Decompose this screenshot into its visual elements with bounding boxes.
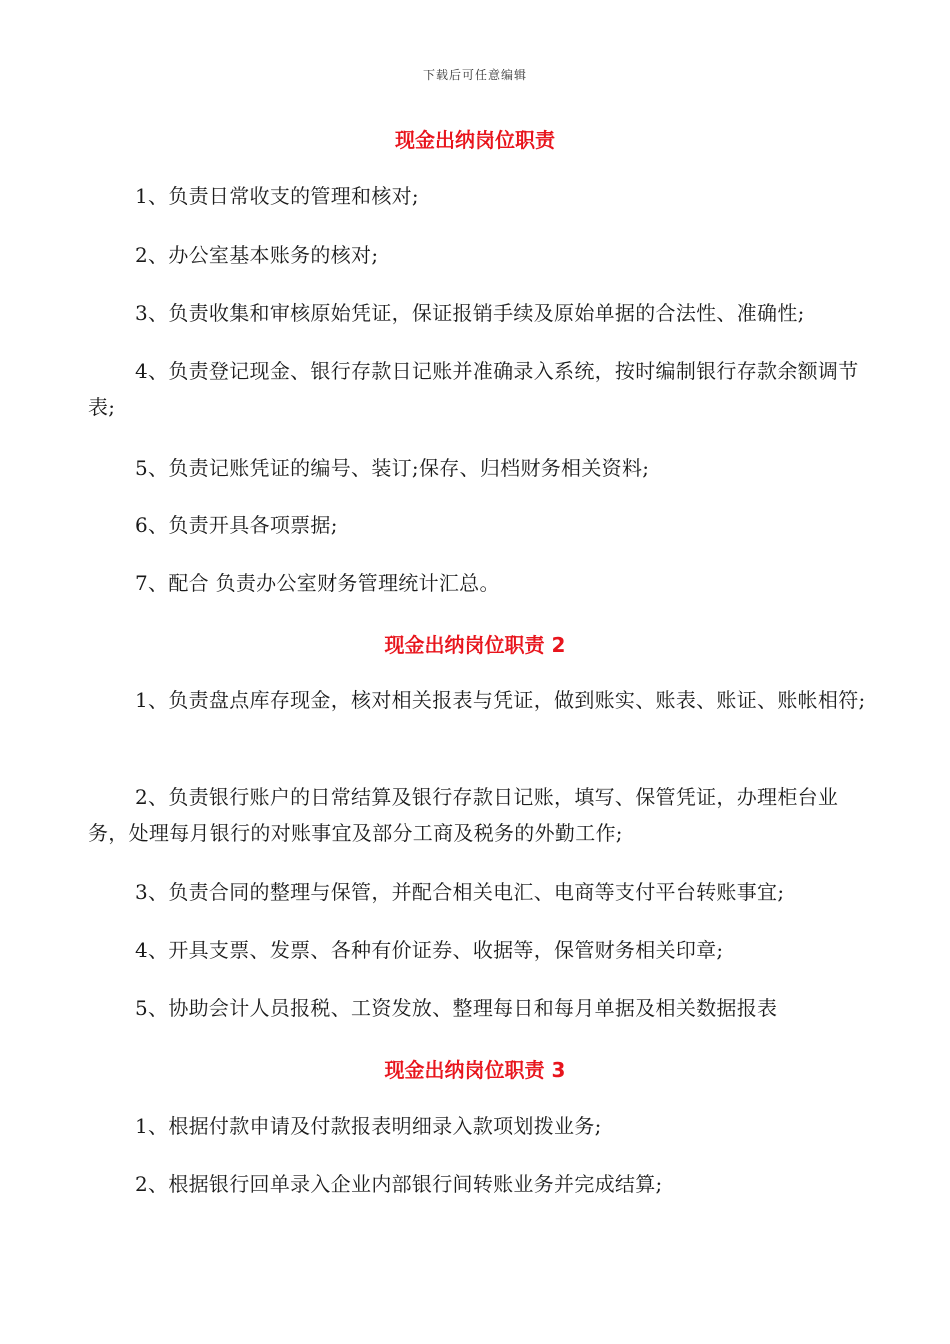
duty-item: 5、协助会计人员报税、工资发放、整理每日和每月单据及相关数据报表 xyxy=(135,996,778,1020)
section-title-1: 现金出纳岗位职责 xyxy=(395,128,555,152)
duty-item: 4、开具支票、发票、各种有价证券、收据等，保管财务相关印章; xyxy=(135,938,724,962)
duty-item: 7、配合 负责办公室财务管理统计汇总。 xyxy=(135,571,500,595)
duty-item: 2、根据银行回单录入企业内部银行间转账业务并完成结算; xyxy=(135,1172,663,1196)
duty-item: 1、负责盘点库存现金，核对相关报表与凭证，做到账实、账表、账证、账帐相符; xyxy=(135,688,866,712)
section-title-3: 现金出纳岗位职责 3 xyxy=(384,1058,566,1082)
duty-item: 1、根据付款申请及付款报表明细录入款项划拨业务; xyxy=(135,1114,602,1138)
duty-item: 1、负责日常收支的管理和核对; xyxy=(135,184,419,208)
section-title-2: 现金出纳岗位职责 2 xyxy=(384,633,566,657)
duty-item: 3、负责收集和审核原始凭证，保证报销手续及原始单据的合法性、准确性; xyxy=(135,301,805,325)
duty-item: 2、办公室基本账务的核对; xyxy=(135,243,379,267)
header-note: 下载后可任意编辑 xyxy=(422,68,527,82)
duty-item: 4、负责登记现金、银行存款日记账并准确录入系统，按时编制银行存款余额调节表; xyxy=(88,359,859,419)
duty-item: 5、负责记账凭证的编号、装订;保存、归档财务相关资料; xyxy=(135,456,650,480)
duty-item: 2、负责银行账户的日常结算及银行存款日记账，填写、保管凭证，办理柜台业务，处理每月银行的对账事宜及部分工商及税务的外勤工作; xyxy=(88,785,839,845)
duty-item: 3、负责合同的整理与保管，并配合相关电汇、电商等支付平台转账事宜; xyxy=(135,880,785,904)
duty-item: 6、负责开具各项票据; xyxy=(135,513,338,537)
